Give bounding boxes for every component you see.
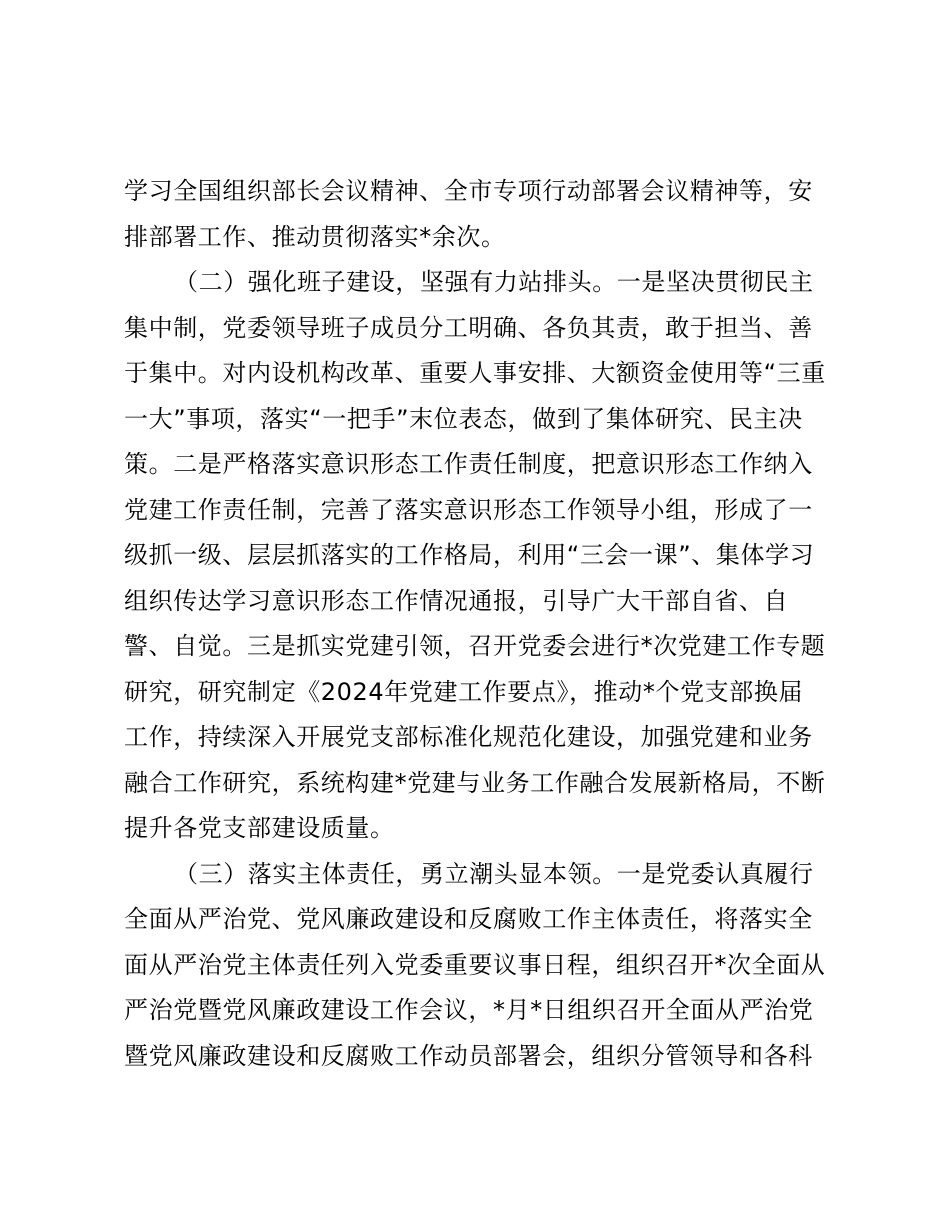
text-line: 警、自觉。三是抓实党建引领，召开党委会进行*次党建工作专题 xyxy=(124,632,826,660)
text-line: 组织传达学习意识形态工作情况通报，引导广大干部自省、自 xyxy=(124,586,789,615)
text-line: 全面从严治党、党风廉政建设和反腐败工作主体责任，将落实全 xyxy=(124,905,813,933)
text-line: 严治党暨党风廉政建设工作会议，*月*日组织召开全面从严治党 xyxy=(124,996,814,1024)
text-line: 融合工作研究，系统构建*党建与业务工作融合发展新格局，不断 xyxy=(124,768,826,797)
paragraph-first-line: （三）落实主体责任，勇立潮头显本领。一是党委认真履行 xyxy=(174,859,814,888)
text-line: 暨党风廉政建设和反腐败工作动员部署会，组织分管领导和各科 xyxy=(124,1041,813,1070)
text-line: 党建工作责任制，完善了落实意识形态工作领导小组，形成了一 xyxy=(124,495,813,524)
text-line: 于集中。对内设机构改革、重要人事安排、大额资金使用等“三重 xyxy=(124,359,826,387)
text-line: 集中制，党委领导班子成员分工明确、各负其责，敢于担当、善 xyxy=(124,313,813,342)
text-line: 级抓一级、层层抓落实的工作格局，利用“三会一课”、集体学习 xyxy=(124,541,815,569)
text-line: 一大”事项，落实“一把手”末位表态，做到了集体研究、民主决 xyxy=(124,404,803,433)
text-line: 策。二是严格落实意识形态工作责任制度，把意识形态工作纳入 xyxy=(124,450,813,478)
text-line: 排部署工作、推动贯彻落实*余次。 xyxy=(124,222,506,251)
text-line: 面从严治党主体责任列入党委重要议事日程，组织召开*次全面从 xyxy=(124,950,826,979)
paragraph-first-line: （二）强化班子建设，坚强有力站排头。一是坚决贯彻民主 xyxy=(174,268,814,296)
text-line: 工作，持续深入开展党支部标准化规范化建设，加强党建和业务 xyxy=(124,723,813,751)
text-line: 研究，研究制定《2024年党建工作要点》，推动*个党支部换届 xyxy=(124,677,804,706)
text-line: 提升各党支部建设质量。 xyxy=(124,814,395,842)
text-line: 学习全国组织部长会议精神、全市专项行动部署会议精神等，安 xyxy=(124,177,813,205)
document-body xyxy=(124,169,844,1079)
